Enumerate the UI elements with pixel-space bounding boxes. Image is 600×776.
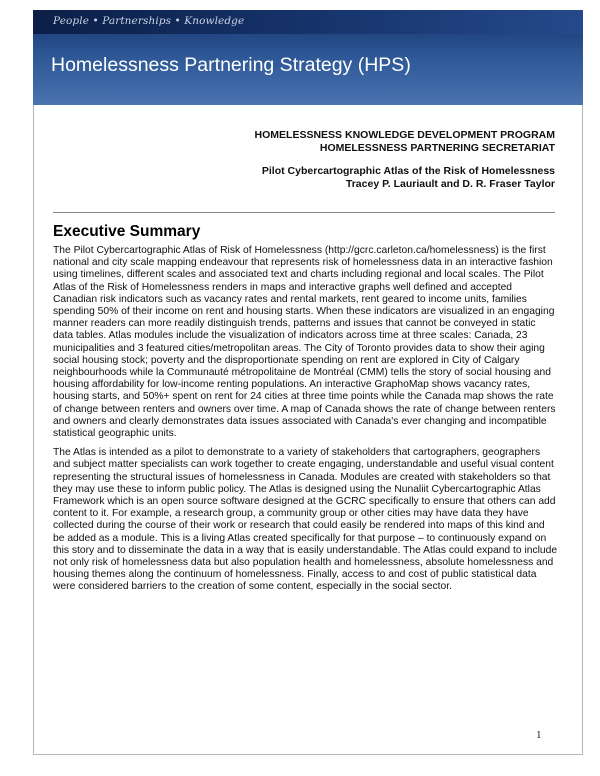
document-header [255, 129, 555, 191]
report-title: Pilot Cybercartographic Atlas of the Risk of Homelessness [261, 165, 555, 177]
page-number: 1 [536, 729, 542, 741]
summary-paragraph-1: The Pilot Cybercartographic Atlas of Risk of Homelessness (http://gcrc.carleton.ca/homelessness) is the first national and city scale mapping endeavour that represents risk of homelessness data in an interactive fashion using timelines, different scales and associated text and charts including regional and local scales. The Pilot Atlas of the Risk of Homelessness renders in maps and interactive graphs well defined and accepted Canadian risk indicators such as vacancy rates and rental markets, rent geared to income units, families spending 50% of their income on rent and housing starts. When these indicators are visualized in an engaging manner readers can more readily distinguish trends, patterns and issues that cannot be conveyed in static data tables. Atlas modules include the visualization of indicators across time at three scales: Canada, 23 municipalities and 3 featured cities/metropolitan areas. The City of Toronto provides data to show their aging social housing stock; poverty and the disproportionate spending on rent are explored in City of Calgary neighbourhoods while la Communauté métropolitaine de Montréal (CMM) tells the story of social housing and housing affordability for low-income renting populations. An interactive GraphoMap shows vacancy rates, housing starts, and 50%+ spent on rent for 24 cities at three time points while the Canada map shows the rate of change between renters and owners over time. A map of Canada shows the rate of change between renters and owners and clearly demonstrates data issues associated with Canada's ever changing and incompatible statistical geographic units. [53, 245, 556, 440]
program-name: HOMELESSNESS KNOWLEDGE DEVELOPMENT PROGRAM [254, 129, 555, 141]
secretariat-name: HOMELESSNESS PARTNERING SECRETARIAT [319, 142, 555, 154]
summary-paragraph-2: The Atlas is intended as a pilot to demonstrate to a variety of stakeholders that cartographers, geographers and subject matter specialists can work together to create engaging, understandable and useful visual content representing the structural issues of homelessness in Canada. Modules are created with stakeholders so that they may use these to inform public policy. The Atlas is designed using the Nunaliit Cybercartographic Atlas Framework which is an open source software designed at the GCRC specifically to ensure that others can add content to it. For example, a research group, a community group or other cities may have data they have collected during the course of their work or research that could easily be rendered into maps of this kind and be added as a module. This is a living Atlas created specifically for that purpose – to continuously expand on this story and to disseminate the data in a way that is easily understandable. The Atlas could expand to include not only risk of homelessness data but also population health and homelessness, absolute homelessness and housing themes along the continuum of homelessness. Finally, access to and cost of public statistical data were considered barriers to the creation of some content, especially in the social sector. [53, 447, 558, 593]
banner-title: Homelessness Partnering Strategy (HPS) [51, 54, 411, 76]
banner-tagline-strip [33, 10, 583, 34]
banner-tagline: People • Partnerships • Knowledge [53, 15, 245, 27]
header-divider [53, 212, 555, 213]
header-banner [33, 10, 583, 105]
section-heading: Executive Summary [53, 223, 201, 240]
report-authors: Tracey P. Lauriault and D. R. Fraser Taylor [345, 178, 555, 190]
executive-summary-body [53, 245, 558, 601]
